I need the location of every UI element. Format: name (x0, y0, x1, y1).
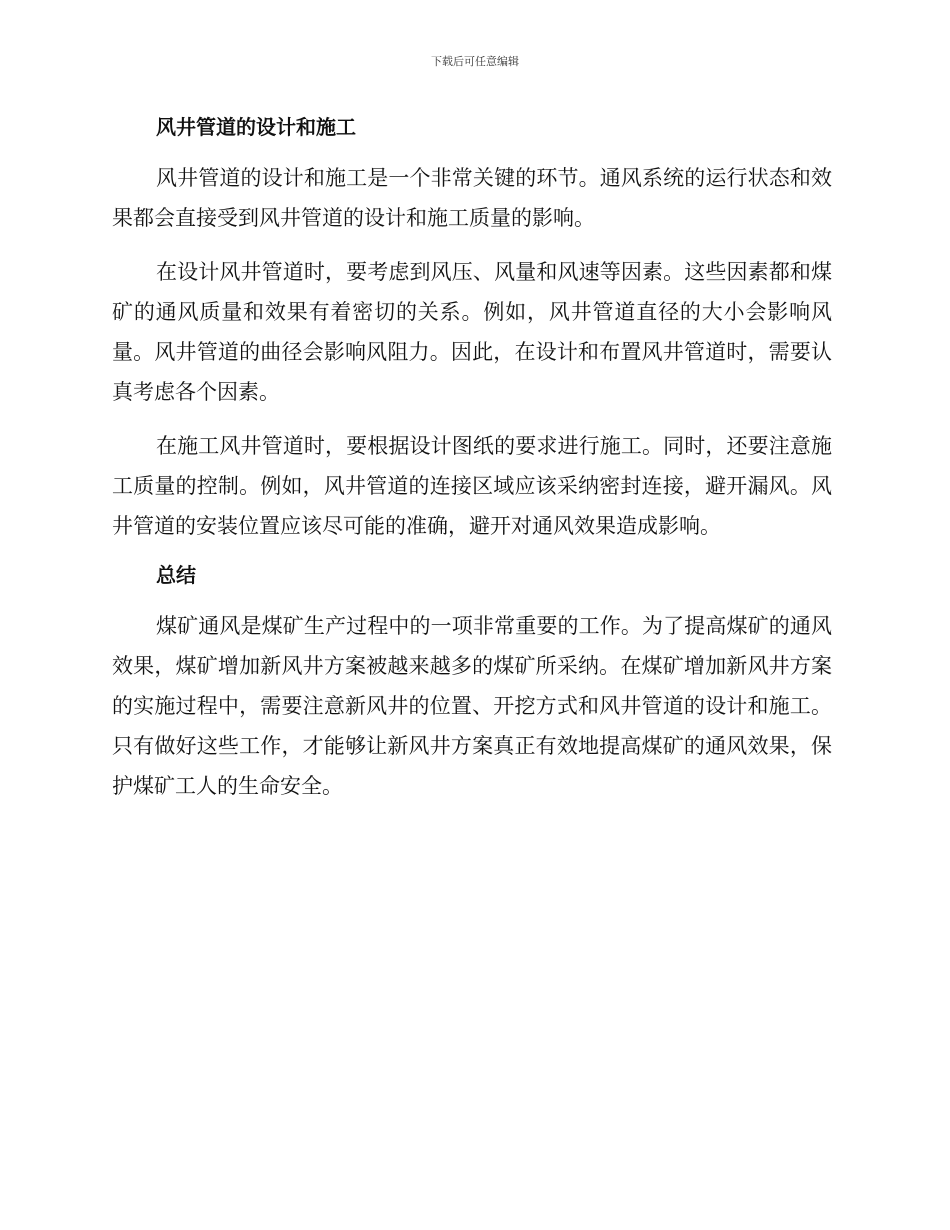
page-header: 下载后可任意编辑 (431, 55, 519, 68)
paragraph: 风井管道的设计和施工是一个非常关键的环节。通风系统的运行状态和效果都会直接受到风井管道的设计和施工质量的影响。 (112, 166, 832, 230)
paragraph: 在施工风井管道时，要根据设计图纸的要求进行施工。同时，还要注意施工质量的控制。例如，风井管道的连接区域应该采纳密封连接，避开漏风。风井管道的安装位置应该尽可能的准确，避开对通风效果造成影响。 (112, 434, 832, 538)
paragraph: 在设计风井管道时，要考虑到风压、风量和风速等因素。这些因素都和煤矿的通风质量和效果有着密切的关系。例如，风井管道直径的大小会影响风量。风井管道的曲径会影响风阻力。因此，在设计和布置风井管道时，需要认真考虑各个因素。 (112, 260, 832, 404)
section-heading-summary: 总结 (156, 563, 196, 587)
document-body (112, 110, 832, 818)
section-heading-duct-design: 风井管道的设计和施工 (156, 115, 356, 139)
paragraph: 煤矿通风是煤矿生产过程中的一项非常重要的工作。为了提高煤矿的通风效果，煤矿增加新风井方案被越来越多的煤矿所采纳。在煤矿增加新风井方案的实施过程中，需要注意新风井的位置、开挖方式和风井管道的设计和施工。只有做好这些工作，才能够让新风井方案真正有效地提高煤矿的通风效果，保护煤矿工人的生命安全。 (112, 614, 832, 798)
